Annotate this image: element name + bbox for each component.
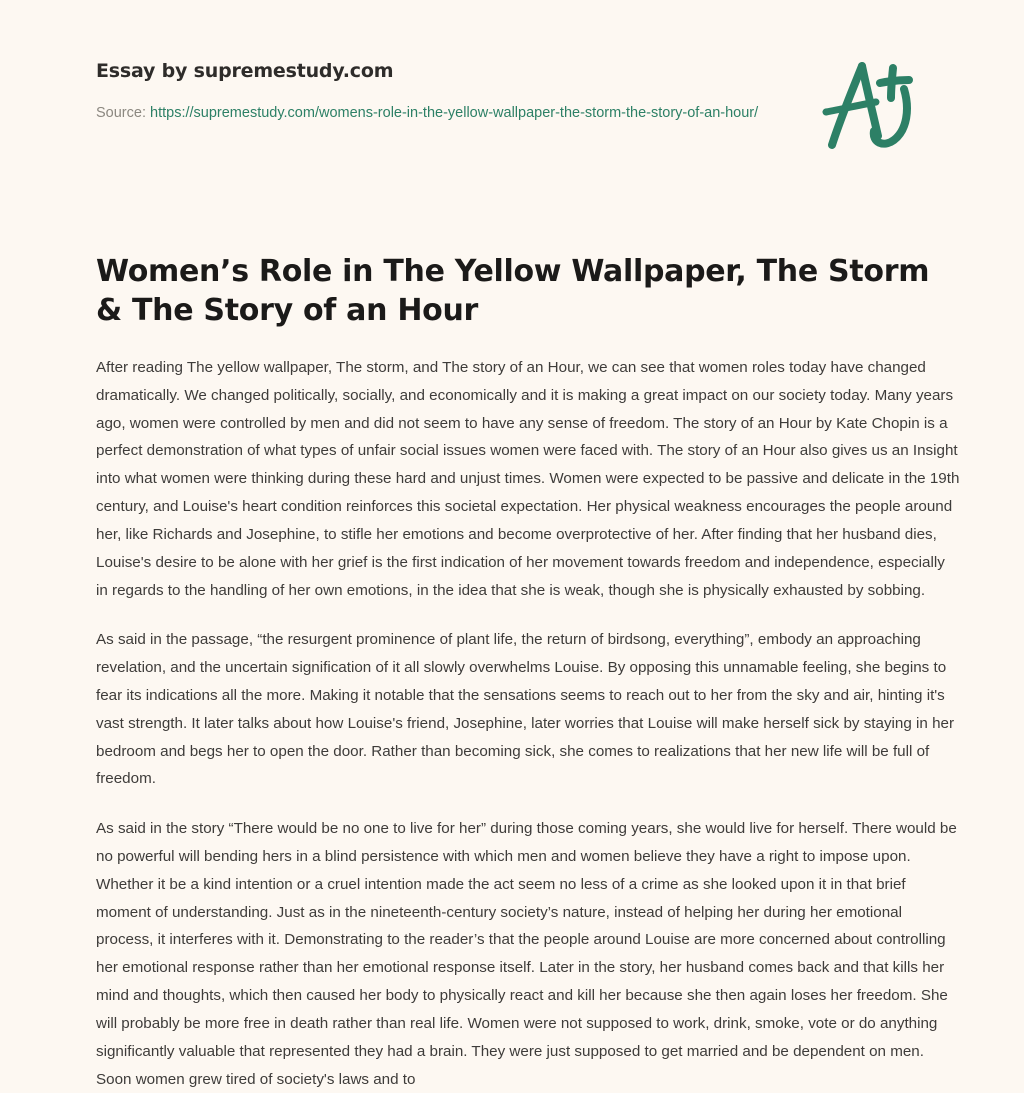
- body-paragraph: After reading The yellow wallpaper, The storm, and The story of an Hour, we can see that women roles today have changed dramatically. We changed politically, socially, and economically and it is making a great impact on our society today. Many years ago, women were controlled by men and did not seem to have any sense of freedom. The story of an Hour by Kate Chopin is a perfect demonstration of what types of unfair social issues women were faced with. The story of an Hour also gives us an Insight into what women were thinking during these hard and unjust times. Women were expected to be passive and delicate in the 19th century, and Louise's heart condition reinforces this societal expectation. Her physical weakness encourages the people around her, like Richards and Josephine, to stifle her emotions and become overprotective of her. After finding that her husband dies, Louise's desire to be alone with her grief is the first indication of her movement towards freedom and independence, especially in regards to the handling of her own emotions, in the idea that she is weak, though she is physically exhausted by sobbing.: [96, 359, 960, 599]
- source-label: Source:: [96, 104, 146, 121]
- body-paragraph: As said in the passage, “the resurgent prominence of plant life, the return of birdsong, everything”, embody an approaching revelation, and the uncertain signification of it all slowly overwhelms Louise. By opposing this unnamable feeling, she begins to fear its indications all the more. Making it notable that the sensations seems to reach out to her from the sky and air, hinting it's vast strength. It later talks about how Louise's friend, Josephine, later worries that Louise will make herself sick by staying in her bedroom and begs her to open the door. Rather than becoming sick, she comes to realizations that her new life will be full of freedom.: [96, 631, 955, 788]
- source-line: [96, 101, 768, 126]
- page-title: Women’s Role in The Yellow Wallpaper, The Storm & The Story of an Hour: [96, 254, 930, 328]
- a-plus-logo-icon: [812, 52, 928, 168]
- body-paragraph: As said in the story “There would be no one to live for her” during those coming years, she would live for herself. There would be no powerful will bending hers in a blind persistence with which men and women believe they have a right to impose upon. Whether it be a kind intention or a cruel intention made the act seem no less of a crime as she looked upon it in that brief moment of understanding. Just as in the nineteenth-century society’s nature, instead of helping her during her emotional process, it interferes with it. Demonstrating to the reader’s that the people around Louise are more concerned about controlling her emotional response rather than her emotional response itself. Later in the story, her husband comes back and that kills her mind and thoughts, which then caused her body to physically react and kill her because she then again loses her freedom. She will probably be more free in death rather than real life. Women were not supposed to work, drink, smoke, vote or do anything significantly valuable that represented they had a brain. They were just supposed to get married and be dependent on men. Soon women grew tired of society's laws and to: [96, 820, 957, 1088]
- essay-attribution: Essay by supremestudy.com: [96, 60, 394, 82]
- header-text-column: [96, 60, 768, 126]
- document-body: [96, 252, 960, 1093]
- source-url-link[interactable]: https://supremestudy.com/womens-role-in-the-yellow-wallpaper-the-storm-the-story-of-an-hour/: [150, 104, 759, 121]
